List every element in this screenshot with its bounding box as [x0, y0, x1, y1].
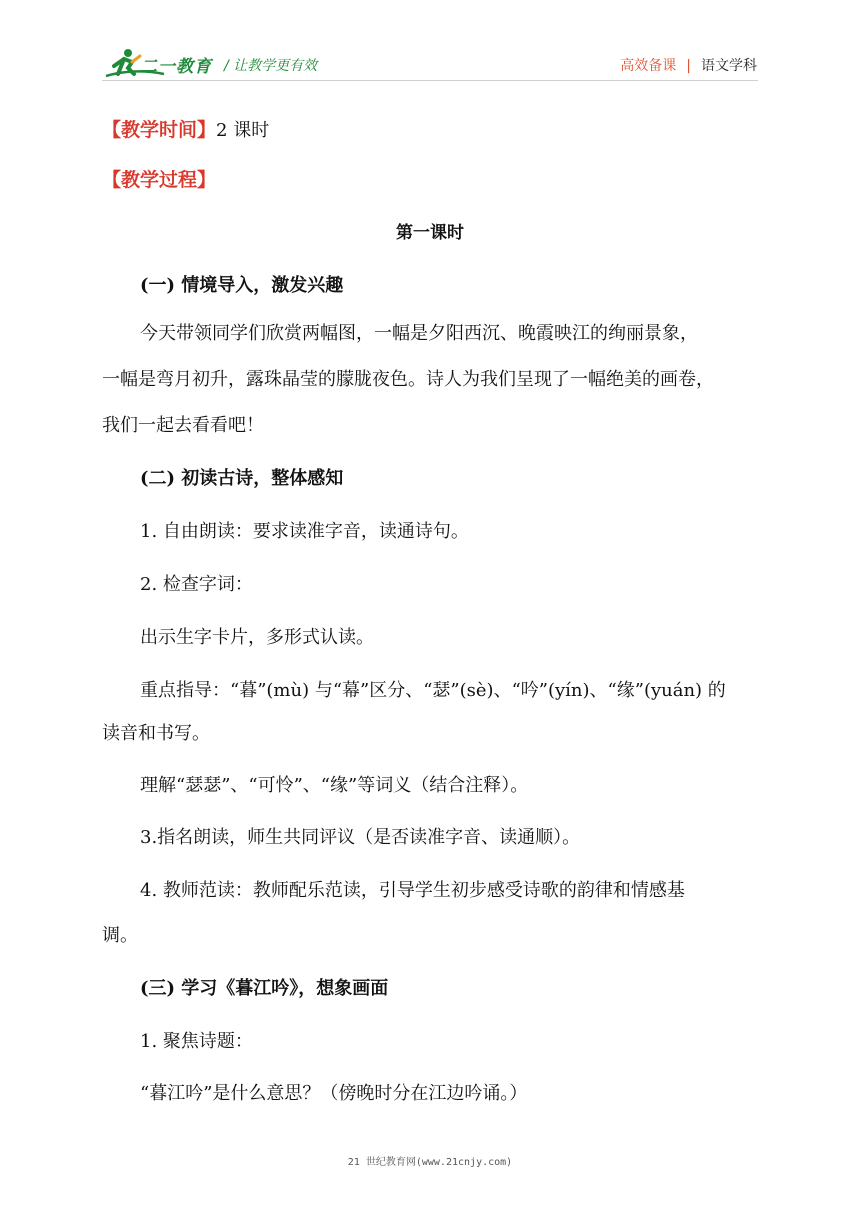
list-item-2: 2. 检查字词： [140, 574, 253, 595]
slogan: / 让教学更有效 [224, 58, 318, 74]
intro-paragraph-line-1: 今天带领同学们欣赏两幅图，一幅是夕阳西沉、晚霞映江的绚丽景象， [140, 323, 698, 344]
list-item-2-detail-b-line-2: 读音和书写。 [102, 723, 210, 744]
page-header [0, 0, 860, 90]
teaching-time [102, 118, 269, 143]
page-footer: 21 世纪教育网(www.21cnjy.com) [347, 1157, 513, 1168]
list-item-4-line-2: 调。 [102, 925, 138, 946]
lesson-title: 第一课时 [396, 223, 464, 243]
list-item-2-detail-b-line-1: 重点指导：“暮”(mù) 与“幕”区分、“瑟”(sè)、“吟”(yín)、“缘”(yuán) 的 [140, 680, 726, 701]
list-item-2-detail-a: 出示生字卡片，多形式认读。 [140, 627, 374, 648]
list-item-1: 1. 自由朗读：要求读准字音，读通诗句。 [140, 521, 469, 542]
header-separator: | [686, 58, 691, 74]
section-heading-2: (二) 初读古诗，整体感知 [140, 468, 344, 489]
header-right [620, 55, 757, 75]
section3-item-1-detail: “暮江吟”是什么意思？（傍晚时分在江边吟诵。） [140, 1083, 528, 1104]
section-heading-1: (一) 情境导入，激发兴趣 [140, 275, 344, 296]
teaching-process-label: 【教学过程】 [102, 169, 217, 191]
list-item-2-detail-c: 理解“瑟瑟”、“可怜”、“缘”等词义（结合注释）。 [140, 775, 529, 796]
header-subject: 语文学科 [701, 58, 757, 74]
list-item-3: 3.指名朗读，师生共同评议（是否读准字音、读通顺）。 [140, 827, 581, 848]
header-category: 高效备课 [620, 58, 677, 74]
teaching-time-label: 【教学时间】 [102, 119, 217, 141]
intro-paragraph-line-2: 一幅是弯月初升，露珠晶莹的朦胧夜色。诗人为我们呈现了一幅绝美的画卷， [102, 369, 714, 390]
list-item-4-line-1: 4. 教师范读：教师配乐范读，引导学生初步感受诗歌的韵律和情感基 [140, 880, 685, 901]
logo-text: 二一教育 [140, 57, 212, 77]
header-divider [102, 80, 758, 81]
teaching-time-value: 2 课时 [216, 120, 270, 141]
section3-item-1: 1. 聚焦诗题： [140, 1031, 253, 1052]
intro-paragraph-line-3: 我们一起去看看吧！ [102, 415, 264, 436]
section-heading-3: (三) 学习《暮江吟》，想象画面 [140, 978, 389, 999]
